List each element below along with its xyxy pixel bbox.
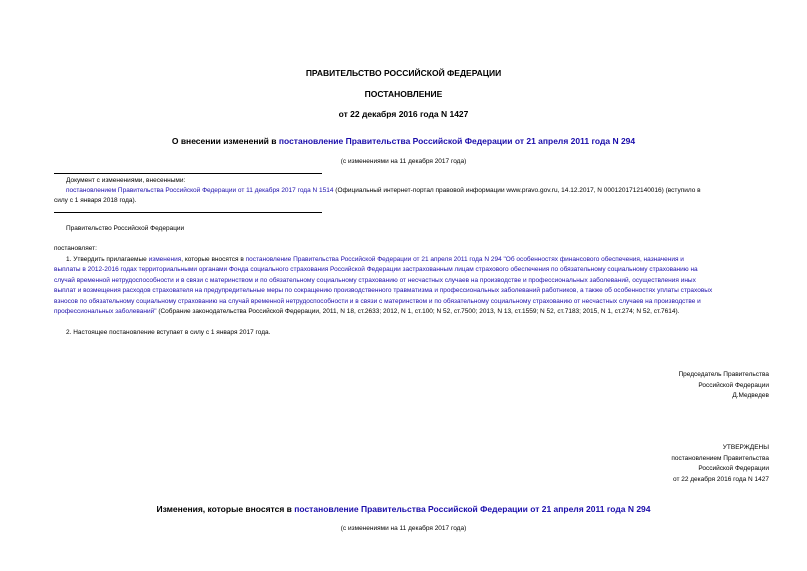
p1-line-1-b: , которые вносятся в bbox=[181, 256, 246, 263]
document-date-number: от 22 декабря 2016 года N 1427 bbox=[338, 109, 469, 119]
p1-line-1-a: 1. Утвердить прилагаемые bbox=[66, 256, 149, 263]
changes-line-1 bbox=[66, 186, 770, 197]
changes-label: Документ с изменениями, внесенными: bbox=[66, 177, 186, 184]
p1-line-3[interactable]: случай временной нетрудоспособности и в связи с материнством и по обязательному социальному страхованию от несчастных случаев на производстве и профессиональных заболеваний, осуществления иных bbox=[54, 277, 696, 284]
title-prefix: О внесении изменений в bbox=[171, 136, 279, 146]
decides: постановляет: bbox=[54, 245, 97, 252]
p1-line-4[interactable]: выплат и возмещения расходов страхователя на предупредительные меры по сокращению производственного травматизма и профессиональных заболеваний работников, а также об особенностях уплаты страховых bbox=[54, 287, 713, 294]
approved-line-2: постановлением Правительства bbox=[671, 454, 769, 462]
approved-line-4: от 22 декабря 2016 года N 1427 bbox=[672, 476, 769, 484]
p1-line-2[interactable]: выплаты в 2012-2016 годах территориальными органами Фонда социального страхования Российской Федерации застрахованным лицам страхового обеспечения по обязательному социальному страхованию на bbox=[54, 266, 698, 273]
p1-link-postanovlenie-294[interactable]: постановление Правительства Российской Федерации от 21 апреля 2011 года N 294 "Об особенностях финансового обеспечения, назначения и bbox=[245, 256, 684, 263]
p2: 2. Настоящее постановление вступает в силу с 1 января 2017 года. bbox=[66, 329, 271, 336]
p1-link-changes[interactable]: изменения bbox=[148, 256, 182, 263]
annex-amended-note: (с изменениями на 11 декабря 2017 года) bbox=[340, 525, 467, 532]
signature-line-1: Председатель Правительства bbox=[678, 371, 769, 378]
p1-line-6-rest: (Собрание законодательства Российской Федерации, 2011, N 18, ст.2633; 2012, N 1, ст.100; N 52, ст.7500; 2013, N 13, ст.1559; N 52, ст.7183; 2015, N 1, ст.274; N 52, ст.7614). bbox=[156, 308, 680, 315]
signature-line-3: Д.Медведев bbox=[732, 392, 769, 400]
changes-line-1-rest: (Официальный интернет-портал правовой информации www.pravo.gov.ru, 14.12.2017, N 0001201712140016) (вступило в bbox=[333, 187, 701, 194]
changes-divider-top bbox=[54, 173, 322, 174]
title-link-postanovlenie-294[interactable]: постановление Правительства Российской Федерации от 21 апреля 2011 года N 294 bbox=[278, 136, 636, 146]
issuer: Правительство Российской Федерации bbox=[66, 225, 185, 232]
approved-line-1: УТВЕРЖДЕНЫ bbox=[722, 444, 769, 451]
p1-line-1 bbox=[66, 255, 684, 266]
document-title bbox=[0, 136, 807, 146]
changes-link-1514[interactable]: постановлением Правительства Российской Федерации от 11 декабря 2017 года N 1514 bbox=[66, 187, 334, 194]
signature-block bbox=[678, 370, 769, 402]
annex-title-link-294[interactable]: постановление Правительства Российской Федерации от 21 апреля 2011 года N 294 bbox=[294, 504, 651, 514]
p1-line-6 bbox=[54, 307, 679, 318]
changes-divider-bottom bbox=[54, 212, 322, 213]
approved-line-3: Российской Федерации bbox=[698, 465, 769, 473]
government-heading: ПРАВИТЕЛЬСТВО РОССИЙСКОЙ ФЕДЕРАЦИИ bbox=[305, 68, 502, 78]
annex-title-prefix: Изменения, которые вносятся в bbox=[156, 504, 295, 514]
p1-line-5[interactable]: взносов по обязательному социальному страхованию на случай временной нетрудоспособности и в связи с материнством и по обязательному социальному страхованию от несчастных случаев на производстве и bbox=[54, 298, 701, 305]
document-type: ПОСТАНОВЛЕНИЕ bbox=[364, 89, 443, 99]
annex-title bbox=[0, 504, 807, 514]
title-amended-note: (с изменениями на 11 декабря 2017 года) bbox=[340, 158, 467, 165]
p1-link-tail[interactable]: профессиональных заболеваний" bbox=[54, 308, 157, 315]
changes-line-2: силу с 1 января 2018 года). bbox=[54, 197, 137, 204]
approved-block bbox=[671, 443, 769, 486]
signature-line-2: Российской Федерации bbox=[698, 381, 769, 389]
